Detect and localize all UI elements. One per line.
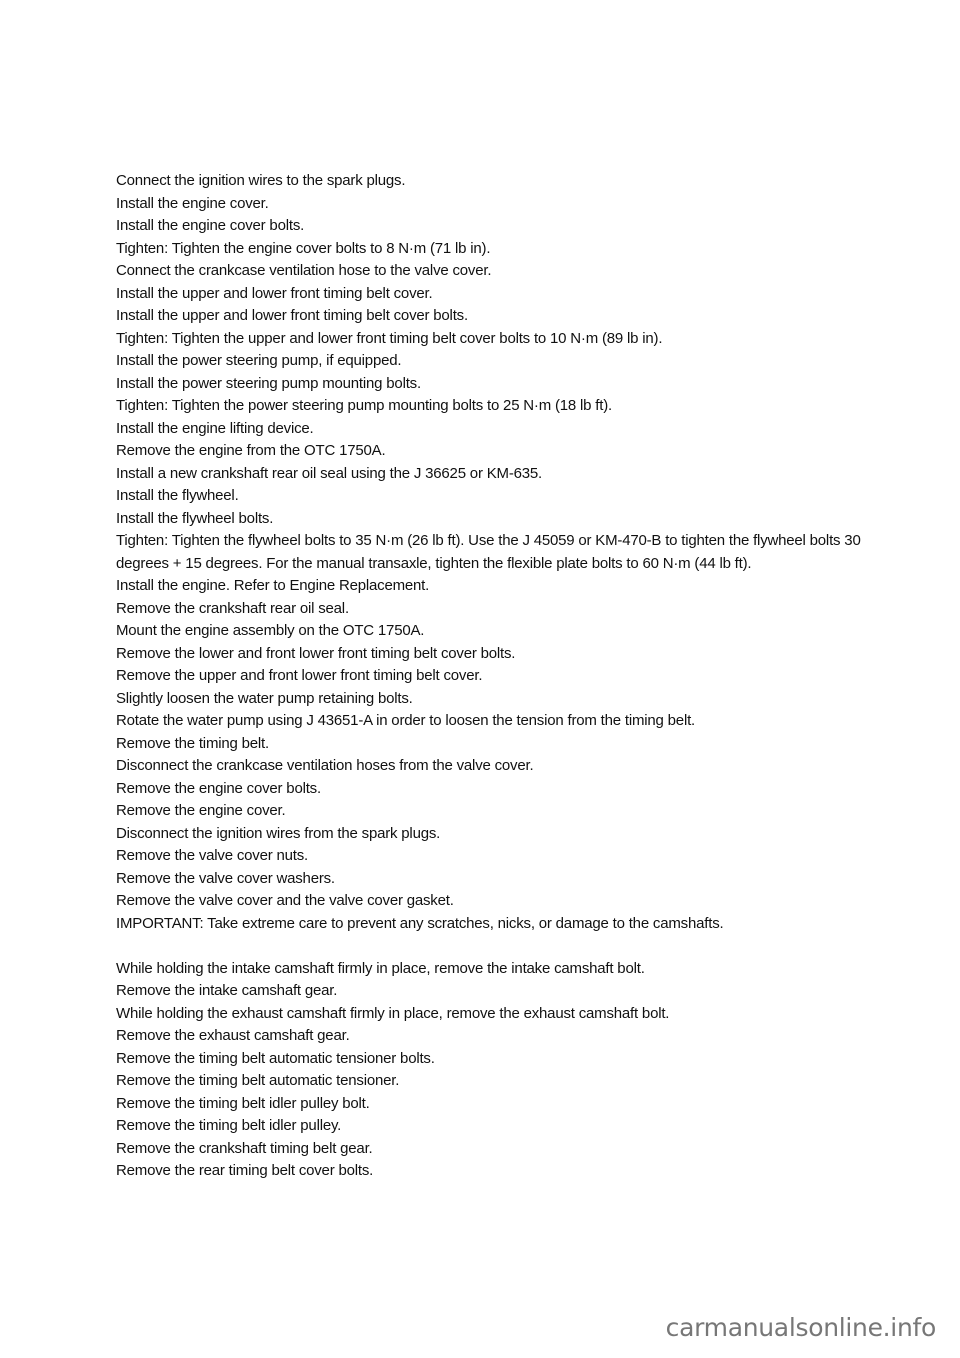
procedure-step: Remove the timing belt. [116,734,269,752]
procedure-step: Remove the valve cover and the valve cover gasket. [116,892,454,909]
procedure-step: Rotate the water pump using J 43651-A in order to loosen the tension from the timing belt. [116,712,696,729]
procedure-step: Install the flywheel bolts. [116,509,274,527]
procedure-step: Remove the engine cover bolts. [116,779,321,797]
procedure-step: Remove the timing belt automatic tensioner bolts. [116,1049,435,1067]
procedure-step: Remove the timing belt idler pulley. [116,1117,342,1134]
procedure-steps-part1 [116,170,876,530]
procedure-step: Tighten: Tighten the upper and lower front timing belt cover bolts to 10 N·m (89 lb in). [116,329,663,347]
procedure-step: Remove the rear timing belt cover bolts. [116,1162,374,1179]
procedure-step: Mount the engine assembly on the OTC 1750A. [116,622,425,639]
procedure-step: Install the upper and lower front timing belt cover. [116,284,433,302]
procedure-step: Install the engine cover bolts. [116,217,305,234]
procedure-steps-part2 [116,575,876,935]
procedure-step: Remove the timing belt idler pulley bolt. [116,1094,370,1112]
procedure-step: Remove the valve cover nuts. [116,847,308,864]
site-watermark: carmanualsonline.info [665,1313,936,1342]
procedure-step: Remove the valve cover washers. [116,869,335,887]
paragraph-gap [116,935,876,958]
procedure-step: Install the engine cover. [116,194,269,212]
procedure-step: Disconnect the crankcase ventilation hoses from the valve cover. [116,757,534,774]
procedure-steps-part3 [116,958,876,1183]
procedure-step: Remove the engine cover. [116,802,286,819]
procedure-step: While holding the intake camshaft firmly in place, remove the intake camshaft bolt. [116,959,645,977]
procedure-step: Remove the timing belt automatic tensioner. [116,1072,400,1089]
procedure-step: Remove the upper and front lower front timing belt cover. [116,667,483,684]
procedure-step: Install the upper and lower front timing belt cover bolts. [116,307,468,324]
procedure-step: Remove the exhaust camshaft gear. [116,1027,350,1044]
procedure-step: Install the power steering pump mounting bolts. [116,374,421,392]
important-note: IMPORTANT: Take extreme care to prevent any scratches, nicks, or damage to the camshafts. [116,914,724,932]
procedure-step: Remove the intake camshaft gear. [116,982,338,999]
procedure-step: Install the flywheel. [116,487,239,504]
procedure-step: Install the power steering pump, if equipped. [116,352,402,369]
procedure-step: Disconnect the ignition wires from the spark plugs. [116,824,441,842]
procedure-step: Tighten: Tighten the power steering pump mounting bolts to 25 N·m (18 lb ft). [116,397,612,414]
flywheel-torque-spec: Tighten: Tighten the flywheel bolts to 35 N·m (26 lb ft). Use the J 45059 or KM-470-B to tighten the flywheel bolts 30 degrees + 15 degrees. For the manual transaxle, tighten the flexible plate bolts to 60 N·m (44 lb ft). [116,532,861,572]
procedure-step: Connect the ignition wires to the spark plugs. [116,172,406,189]
procedure-step: Remove the engine from the OTC 1750A. [116,442,386,459]
procedure-step: Connect the crankcase ventilation hose to the valve cover. [116,262,492,279]
procedure-step: Install the engine lifting device. [116,419,314,437]
procedure-step: Install the engine. Refer to Engine Replacement. [116,577,430,594]
procedure-step: Tighten: Tighten the engine cover bolts to 8 N·m (71 lb in). [116,239,491,257]
procedure-step: Remove the crankshaft timing belt gear. [116,1139,373,1157]
procedure-step: While holding the exhaust camshaft firmly in place, remove the exhaust camshaft bolt. [116,1004,670,1022]
procedure-step: Remove the crankshaft rear oil seal. [116,599,349,617]
procedure-step: Slightly loosen the water pump retaining bolts. [116,689,413,707]
procedure-text [116,170,876,1183]
procedure-step: Remove the lower and front lower front timing belt cover bolts. [116,644,516,662]
procedure-step: Install a new crankshaft rear oil seal using the J 36625 or KM-635. [116,464,543,482]
